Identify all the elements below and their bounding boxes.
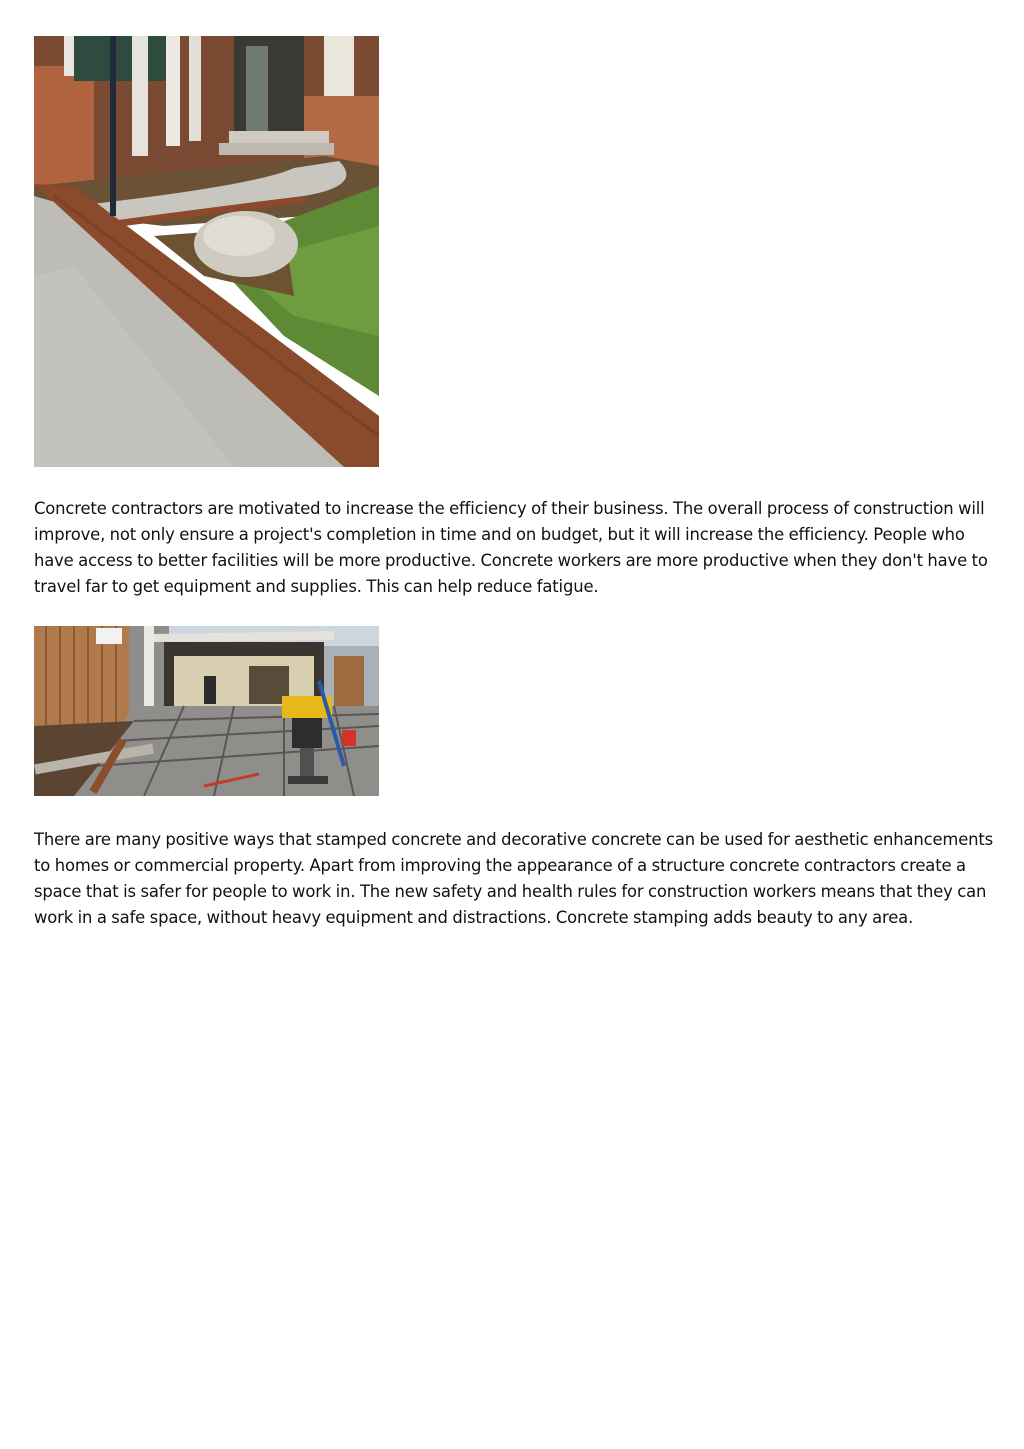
garage-stamped-concrete-work-photo	[34, 626, 379, 796]
paragraph-aesthetic-enhancements: There are many positive ways that stamped concrete and decorative concrete can be used for aesthetic enhancements to homes or commercial property. Apart from improving the appearance of a structure concrete contractors create a space that is safer for people to work in. The new safety and health rules for construction workers means that they can work in a safe space, without heavy equipment and distractions. Concrete stamping adds beauty to any area.	[34, 830, 994, 927]
paragraph-efficiency: Concrete contractors are motivated to increase the efficiency of their business. The overall process of construction will improve, not only ensure a project's completion in time and on budget, but it will increase the efficiency. People who have access to better facilities will be more productive. Concrete workers are more productive when they don't have to travel far to get equipment and supplies. This can help reduce fatigue.	[34, 499, 988, 596]
driveway-photo-illustration	[34, 36, 379, 467]
stamped-concrete-driveway-border-photo	[34, 36, 379, 467]
garage-photo-illustration	[34, 626, 379, 796]
